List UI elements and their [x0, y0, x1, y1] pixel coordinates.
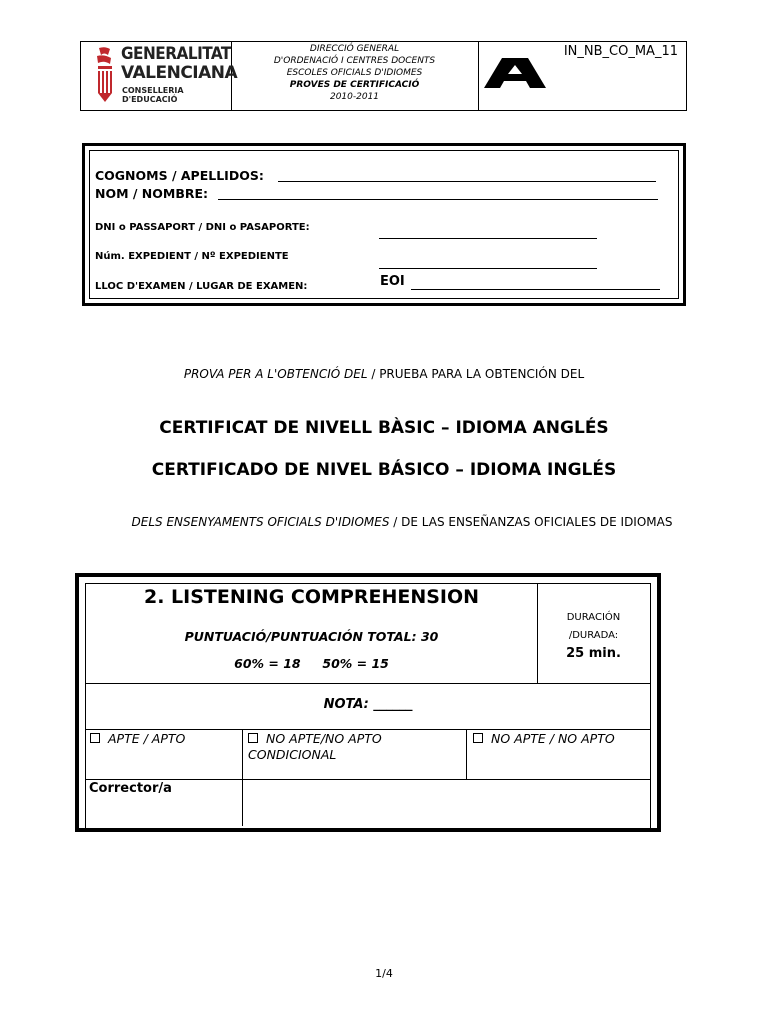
- divider: [466, 729, 467, 779]
- exam-place-label: LLOC D'EXAMEN / LUGAR DE EXAMEN:: [95, 281, 308, 292]
- intro-line: [0, 367, 768, 381]
- dept-line: D'ORDENACIÓ I CENTRES DOCENTS: [273, 56, 436, 66]
- duration-value: 25 min.: [566, 646, 621, 661]
- option-apto[interactable]: [90, 731, 185, 746]
- option-no-apto[interactable]: [473, 731, 615, 746]
- option-no-apto-condicional[interactable]: [248, 731, 382, 763]
- candidate-form-inner: [89, 150, 679, 299]
- name-label: NOM / NOMBRE:: [95, 186, 209, 201]
- outro-spanish: DE LAS ENSEÑANZAS OFICIALES DE IDIOMAS: [401, 515, 673, 529]
- surname-label: COGNOMS / APELLIDOS:: [95, 168, 264, 183]
- divider: [86, 729, 650, 730]
- duration-label: /DURADA:: [568, 630, 619, 641]
- surname-field[interactable]: [278, 181, 656, 182]
- model-a-mark: [484, 54, 546, 92]
- dept-line: DIRECCIÓ GENERAL: [309, 44, 400, 54]
- dni-label: DNI o PASSAPORT / DNI o PASAPORTE:: [95, 222, 310, 233]
- checkbox[interactable]: [473, 733, 483, 743]
- coat-of-arms-icon: [94, 46, 116, 104]
- option-no-apto-label: NO APTE / NO APTO: [491, 731, 615, 746]
- outro-line: [18, 515, 768, 529]
- logo-line-3: CONSELLERIA D'EDUCACIÓ: [122, 86, 184, 104]
- score-thresholds: 60% = 18 50% = 15: [234, 656, 389, 671]
- dept-line: ESCOLES OFICIALS D'IDIOMES: [286, 68, 423, 78]
- option-cond-label: NO APTE/NO APTO: [266, 731, 382, 746]
- expedient-field[interactable]: [379, 268, 597, 269]
- score-box-inner: [85, 583, 651, 828]
- eoi-field[interactable]: [411, 289, 660, 290]
- logo-line-1: GENERALITAT: [121, 44, 231, 64]
- candidate-form: [82, 143, 686, 306]
- certificate-title-spanish: CERTIFICADO DE NIVEL BÁSICO – IDIOMA INGLÉS: [151, 460, 617, 480]
- document-code: IN_NB_CO_MA_11: [563, 44, 678, 59]
- logo-cell: [81, 42, 238, 110]
- checkbox[interactable]: [248, 733, 258, 743]
- dept-line: PROVES DE CERTIFICACIÓ: [289, 80, 420, 90]
- expedient-label: Núm. EXPEDIENT / Nº EXPEDIENTE: [95, 251, 289, 262]
- checkbox[interactable]: [90, 733, 100, 743]
- name-field[interactable]: [218, 199, 658, 200]
- logo-line-2: VALENCIANA: [121, 63, 238, 83]
- page-number: 1/4: [375, 967, 393, 980]
- corrector-label: Corrector/a: [89, 781, 172, 796]
- outro-separator: /: [389, 515, 402, 529]
- document-header: [80, 41, 687, 111]
- intro-spanish: PRUEBA PARA LA OBTENCIÓN DEL: [379, 367, 585, 381]
- dept-line: 2010-2011: [329, 92, 380, 102]
- dni-field[interactable]: [379, 238, 597, 239]
- grade-field[interactable]: NOTA: ______: [323, 697, 413, 712]
- option-apto-label: APTE / APTO: [108, 731, 186, 746]
- intro-separator: /: [367, 367, 380, 381]
- divider: [86, 683, 650, 684]
- option-cond-label-2: CONDICIONAL: [248, 747, 337, 762]
- code-cell: [479, 42, 686, 110]
- department-cell: [231, 42, 479, 110]
- duration-label: DURACIÓN: [566, 612, 621, 623]
- duration-cell: [537, 609, 650, 663]
- outro-valencian: DELS ENSENYAMENTS OFICIALS D'IDIOMES: [131, 515, 390, 529]
- certificate-title-valencian: CERTIFICAT DE NIVELL BÀSIC – IDIOMA ANGLÉS: [159, 418, 609, 438]
- section-title: 2. LISTENING COMPREHENSION: [143, 586, 480, 608]
- intro-valencian: PROVA PER A L'OBTENCIÓ DEL: [183, 367, 368, 381]
- total-score: PUNTUACIÓ/PUNTUACIÓN TOTAL: 30: [184, 629, 439, 644]
- eoi-label: EOI: [380, 274, 405, 289]
- score-box: [75, 573, 661, 832]
- corrector-field[interactable]: [243, 780, 650, 825]
